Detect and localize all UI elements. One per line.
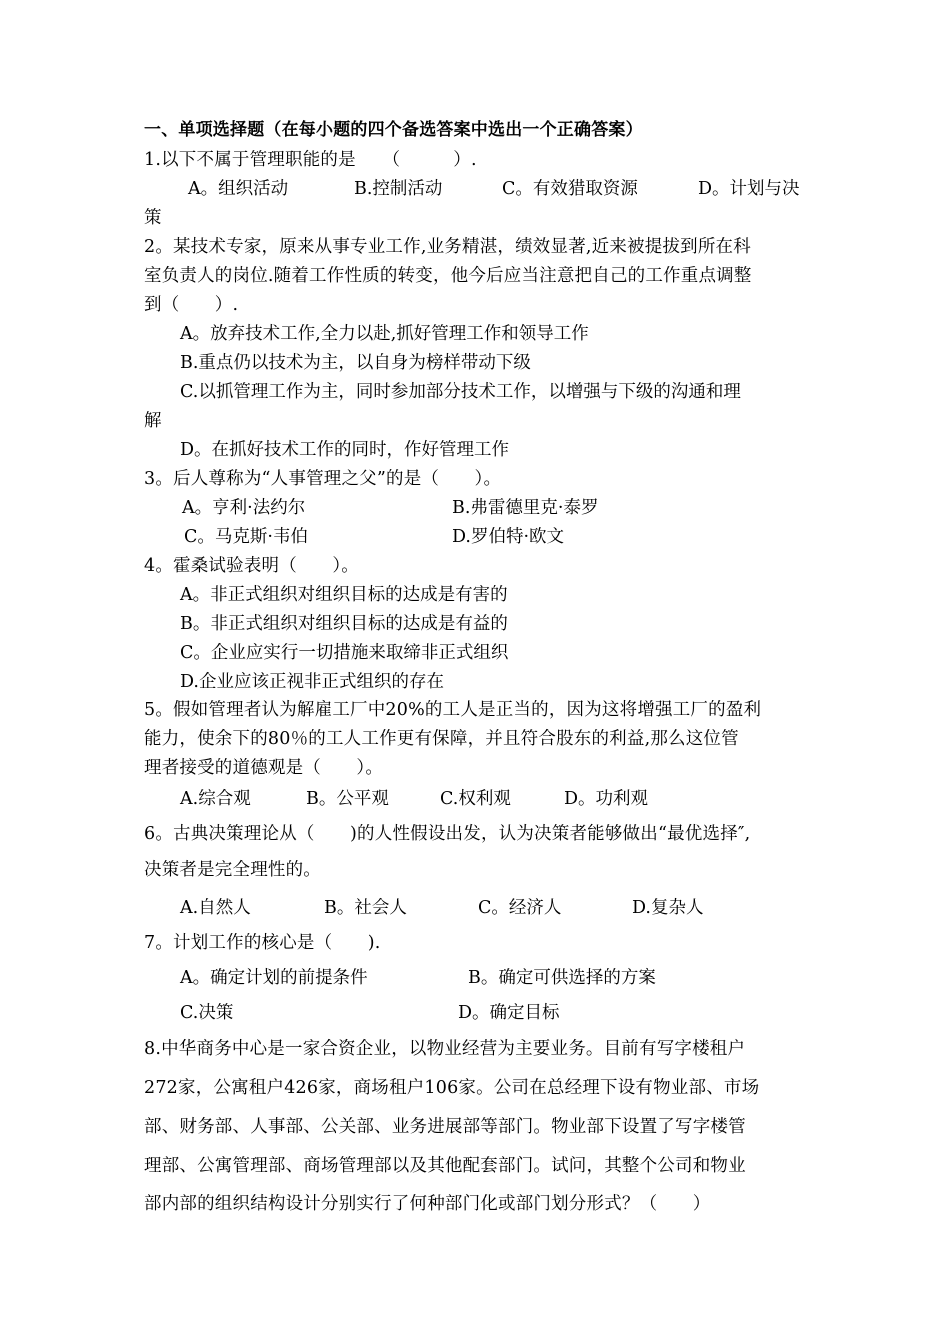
- question-6-stem-line1: 6。古典决策理论从（ )的人性假设出发，认为决策者能够做出“最优选择″,: [144, 824, 751, 844]
- question-7-stem: 7。计划工作的核心是（ ).: [144, 933, 381, 953]
- question-2-option-c-cont: 解: [144, 411, 162, 431]
- question-8-line2: 272家，公寓租户426家，商场租户106家。公司在总经理下设有物业部、市场: [144, 1078, 760, 1098]
- question-2-option-d: D。在抓好技术工作的同时，作好管理工作: [180, 440, 510, 460]
- question-7-option-a: A。确定计划的前提条件: [180, 968, 368, 988]
- question-3-option-c: C。马克斯·韦伯: [184, 527, 308, 547]
- question-2-stem-line2: 室负责人的岗位.随着工作性质的转变，他今后应当注意把自己的工作重点调整: [144, 266, 752, 286]
- question-4-option-d: D.企业应该正视非正式组织的存在: [180, 672, 444, 692]
- question-5-option-b: B。公平观: [306, 789, 389, 809]
- question-6-stem-line2: 决策者是完全理性的。: [144, 860, 321, 880]
- question-3-option-d: D.罗伯特·欧文: [452, 527, 565, 547]
- question-1-stem: 1.以下不属于管理职能的是 （ ）.: [144, 150, 477, 170]
- question-8-line4: 理部、公寓管理部、商场管理部以及其他配套部门。试问，其整个公司和物业: [144, 1156, 746, 1176]
- question-7-option-c: C.决策: [180, 1003, 234, 1023]
- question-8-line1: 8.中华商务中心是一家合资企业，以物业经营为主要业务。目前有写字楼租户: [144, 1039, 746, 1059]
- question-1-option-c: C。有效猎取资源: [502, 179, 638, 199]
- question-6-option-d: D.复杂人: [632, 898, 704, 918]
- question-7-option-b: B。确定可供选择的方案: [468, 968, 656, 988]
- question-6-option-b: B。社会人: [324, 898, 407, 918]
- question-2-option-c: C.以抓管理工作为主，同时参加部分技术工作，以增强与下级的沟通和理: [180, 382, 741, 402]
- question-2-stem-line3: 到（ ）.: [144, 295, 239, 315]
- question-5-stem-line1: 5。假如管理者认为解雇工厂中20%的工人是正当的，因为这将增强工厂的盈利: [144, 700, 762, 720]
- question-4-option-a: A。非正式组织对组织目标的达成是有害的: [180, 585, 508, 605]
- question-2-stem-line1: 2。某技术专家，原来从事专业工作,业务精湛，绩效显著,近来被提拔到所在科: [144, 237, 751, 257]
- question-5-option-a: A.综合观: [180, 789, 251, 809]
- question-8-line3: 部、财务部、人事部、公关部、业务进展部等部门。物业部下设置了写字楼管: [144, 1117, 746, 1137]
- question-6-option-c: C。经济人: [478, 898, 562, 918]
- question-4-option-b: B。非正式组织对组织目标的达成是有益的: [180, 614, 508, 634]
- question-3-stem: 3。后人尊称为“人事管理之父”的是（ ）。: [144, 469, 502, 489]
- question-1-option-a: A。组织活动: [188, 179, 289, 199]
- question-1-option-d-cont: 策: [144, 208, 162, 228]
- question-3-option-b: B.弗雷德里克·泰罗: [452, 498, 599, 518]
- question-5-option-c: C.权利观: [440, 789, 511, 809]
- question-5-stem-line3: 理者接受的道德观是（ ）。: [144, 758, 384, 778]
- question-2-option-b: B.重点仍以技术为主，以自身为榜样带动下级: [180, 353, 531, 373]
- question-5-option-d: D。功利观: [564, 789, 649, 809]
- question-4-option-c: C。企业应实行一切措施来取缔非正式组织: [180, 643, 509, 663]
- question-4-stem: 4。霍桑试验表明（ ）。: [144, 556, 359, 576]
- question-1-option-b: B.控制活动: [354, 179, 443, 199]
- question-1-option-d: D。计划与决: [698, 179, 800, 199]
- question-6-option-a: A.自然人: [180, 898, 251, 918]
- question-3-option-a: A。亨利·法约尔: [182, 498, 306, 518]
- question-8-line5: 部内部的组织结构设计分别实行了何种部门化或部门划分形式？（ ）: [144, 1194, 711, 1214]
- question-5-stem-line2: 能力，使余下的80％的工人工作更有保障，并且符合股东的利益,那么这位管: [144, 729, 739, 749]
- question-7-option-d: D。确定目标: [458, 1003, 560, 1023]
- section-title: 一、单项选择题（在每小题的四个备选答案中选出一个正确答案）: [144, 120, 643, 140]
- question-2-option-a: A。放弃技术工作,全力以赴,抓好管理工作和领导工作: [180, 324, 589, 344]
